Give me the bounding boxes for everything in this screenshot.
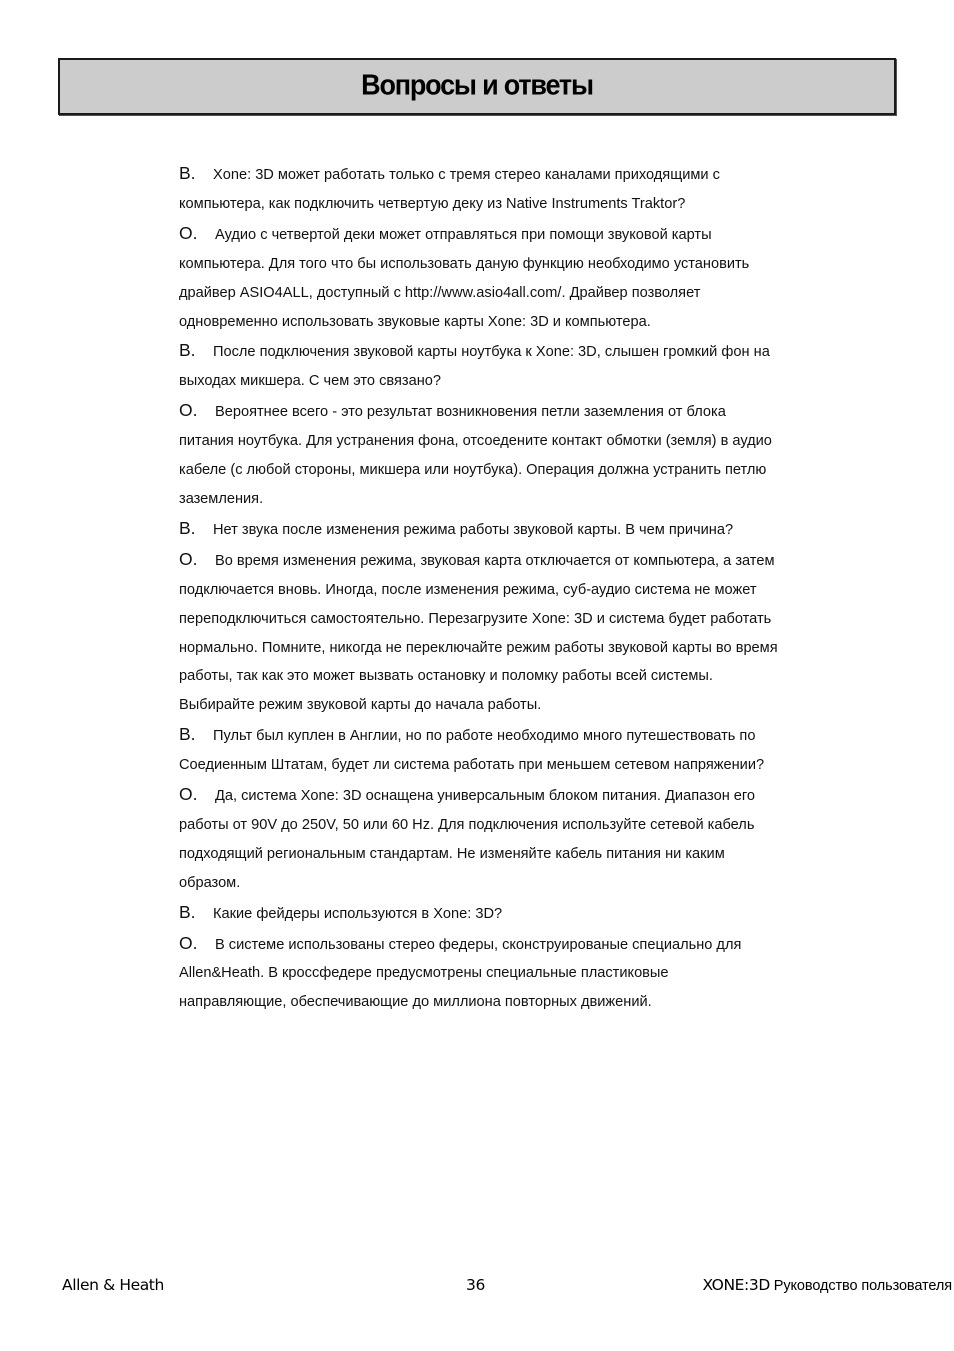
answer-marker: О. (179, 400, 198, 421)
question-5 (179, 898, 779, 929)
question-text: Какие фейдеры используются в Xone: 3D? (213, 905, 503, 922)
footer-company: Allen & Heath (62, 1276, 164, 1294)
page-number: 36 (466, 1276, 486, 1294)
question-marker: В. (179, 724, 196, 745)
question-3 (179, 514, 779, 545)
answer-1 (179, 219, 779, 337)
question-text: Xone: 3D может работать только с тремя стерео каналами приходящими с компьютера, как подключить четвертую деку из Native Instruments Traktor? (179, 167, 720, 212)
question-marker: В. (179, 340, 196, 361)
answer-5 (179, 929, 779, 1018)
answer-text: Аудио с четвертой деки может отправляться при помощи звуковой карты компьютера. Для того что бы использовать даную функцию необходимо установить драйвер ASIO4ALL, доступный с http://www.asio4all.com/. Драйвер позволяет одновременно использовать звуковые карты Xone: 3D и компьютера. (179, 226, 750, 330)
question-text: После подключения звуковой карты ноутбука к Xone: 3D, слышен громкий фон на выходах микшера. С чем это связано? (179, 344, 770, 390)
question-text: Нет звука после изменения режима работы звуковой карты. В чем причина? (213, 521, 734, 538)
answer-text: Вероятнее всего - это результат возникновения петли заземления от блока питания ноутбука. Для устранения фона, отсоедените контакт обмотки (земля) в аудио кабеле (с любой стороны, микшера или ноутбука). Операция должна устранить петлю заземления. (179, 404, 772, 507)
question-marker: В. (179, 901, 196, 922)
answer-text: Да, система Xone: 3D оснащена универсальным блоком питания. Диапазон его работы от 90V до 250V, 50 или 60 Hz. Для подключения используйте сетевой кабель подходящий региональным стандартам. Не изменяйте кабель питания ни каким образом. (179, 788, 756, 891)
question-1 (179, 159, 779, 219)
question-4 (179, 720, 779, 780)
question-marker: В. (179, 163, 196, 183)
answer-text: В системе использованы стерео федеры, сконструированые специально для Allen&Heath. В кроссфедере предусмотрены специальные пластиковые направляющие, обеспечивающие до миллиона повторных движений. (179, 936, 742, 1011)
section-header (58, 58, 896, 115)
answer-3 (179, 545, 779, 720)
answer-marker: О. (179, 222, 198, 243)
question-2 (179, 336, 779, 396)
page-footer (0, 1276, 954, 1302)
answer-marker: О. (179, 932, 198, 953)
answer-marker: О. (179, 548, 198, 569)
answer-4 (179, 780, 779, 898)
footer-brand: XONE:3D (702, 1276, 770, 1294)
answer-2 (179, 396, 779, 514)
question-text: Пульт был куплен в Англии, но по работе необходимо много путешествовать по Соедиенным Штатам, будет ли система работать при меньшем сетевом напряжении? (179, 728, 765, 774)
footer-manual-title (702, 1276, 952, 1294)
question-marker: В. (179, 517, 196, 538)
footer-subtitle: Руководство пользователя (769, 1278, 952, 1294)
answer-marker: О. (179, 784, 198, 805)
qa-list (179, 159, 779, 1017)
page-title: Вопросы и ответы (361, 69, 593, 101)
answer-text: Во время изменения режима, звуковая карта отключается от компьютера, а затем подключается вновь. Иногда, после изменения режима, суб-аудио система не может переподключиться самостоятельно. Перезагрузите Xone: 3D и система будет работать нормально. Помните, никогда не переключайте режим работы звуковой карты во время работы, так как это может вызвать остановку и поломку работы всей системы. Выбирайте режим звуковой карты до начала работы. (179, 552, 778, 714)
